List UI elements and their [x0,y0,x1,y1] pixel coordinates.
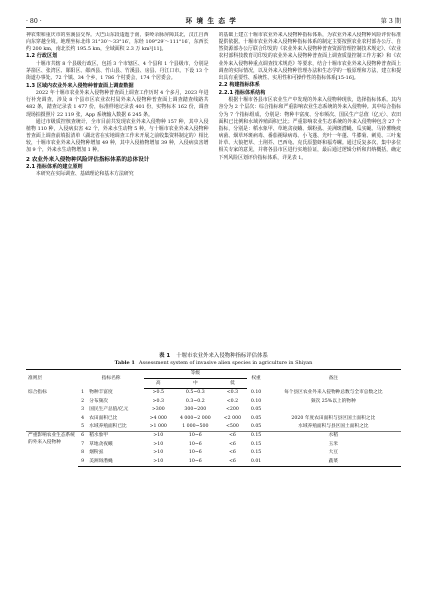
paragraph: 十堰市共辖 8 个县级行政区，包括 3 个市辖区、4 个县和 1 个县级市，分别是茅箭区、张湾区、郧阳区、郧西县、竹山县、竹溪县、房县、丹江口市。下设 13 个街道办事处、72 个镇、34 个乡，1 786 个村委会，174 个居委会。 [26,61,209,82]
section-heading: 2.2.1 指标体系结构 [218,89,266,96]
indicator-number: 5 [81,424,85,429]
cell-low: <200 [225,407,239,413]
cell-high: >0.3 [152,398,164,404]
indicator-name: 烟粉虱 [89,450,104,456]
indicator-number: 9 [78,458,87,467]
table-row [26,423,401,432]
indicator-number: 6 [78,432,87,441]
table-row [26,458,401,467]
table-row [26,441,401,449]
cell-weight: 0.15 [250,441,262,447]
section-heading: 2.1 指标体系的建立原则 [26,163,83,170]
cell-remark: 大豆 [328,450,338,456]
paragraph: 通过市级质控核查统计，全市目前共发现农业外来入侵物种 157 种，其中入侵植物 110 种，入侵病虫害 42 个，外来水生动物 5 种。与十堰市农业外来入侵物种普查面上调查前填报清单（湖北省在实地调查工作未开展之前收集资料制定的）相比较，十堰市农业外来入侵物种增加 49 种，其中入侵植物增加 39 种，入侵病虫害增加 9 个，外来水生动物增加 1 种。 [26,118,209,154]
indicator-number: 8 [81,450,85,456]
cell-low: <6 [228,441,236,447]
col-header-criteria: 准则层 [26,370,78,389]
table-row [26,432,401,441]
section-heading: 1.2 行政区划 [26,53,58,60]
journal-title: 环 境 生 态 学 [185,17,237,25]
indicator-number: 4 [81,415,85,421]
indicator-name: 稻水象甲 [87,432,144,441]
cell-weight: 0.15 [250,450,262,456]
cell-low: <2 000 [223,415,242,421]
table-row [26,388,401,397]
cell-remark: 频次 25%以上的物种 [310,398,356,404]
table-title-en: Assessment system of invasive alien species in agriculture in Shiyan [138,360,313,366]
cell-weight: 0.15 [247,432,266,441]
cell-remark: 2020 年度农田面积与县区国土面积之比 [291,415,376,421]
cell-weight: 0.05 [250,407,262,413]
issue-number: 第 3 期 [380,18,401,25]
criteria-cell: 严重影响农业生态系统的外来入侵物种 [26,432,78,467]
section-heading: 2.2 构建指标体系 [218,82,260,89]
col-header-high: 高 [144,379,172,388]
table-row [26,397,401,405]
indicator-number: 1 [81,389,85,395]
paragraph: 根据十堰市各县市区农业生产中发现的外来入侵物种现状，选择指标体系。其内容分为 2 个层次：综合指标和严重影响农业生态系统的外来入侵物种。其中综合指标分为 7 个指标组成，分别是：物种丰富度、分布频次、国民生产总值（亿元）、农田面积已比例和水域养殖面积已比；严重影响农业生态系统的外来入侵物种包含 27 个指标，分别是：稻水象甲、草地贪夜蛾、烟粉虱、美洲斑潜蝇、瓜实蝇、马铃薯晚疫病菌、烟草环斑病毒、番茄褪绿病毒、小飞蓬、光叶一年蓬、牛膝菊、刺苋、三叶鬼针草、大狼把草、土荆芥、巴西龟、克氏原螯虾和福寿螺。通过反复多次，集中多位相关专家的意见，并将各县市区进行实地验证，最后通过逻辑分析和归纳概括，确定下列风险区划评价指标体系，详见表 1。 [218,97,401,161]
table-row [26,406,401,414]
cell-remark: 水域养殖面积与县区国土面积之比 [298,424,369,429]
indicator-name: 物种丰富度 [89,389,113,395]
indicator-name: 水域养殖面积已比 [89,424,127,429]
col-header-remark: 备注 [266,370,401,389]
cell-remark: 水稻 [266,432,401,441]
cell-mid: 10~6 [188,450,202,456]
indicator-number: 3 [81,407,85,413]
cell-mid: 0.3~0.2 [185,398,205,404]
col-header-indicator: 指标名称 [78,370,144,389]
table-label: 表 1 [159,353,171,359]
cell-high: >300 [151,407,165,413]
cell-high: >10 [153,441,164,447]
cell-weight: 0.05 [250,424,262,429]
col-header-mid: 中 [172,379,218,388]
left-column [26,32,209,348]
page-number: · 80 · [26,18,42,25]
cell-weight: 0.01 [247,458,266,467]
cell-low: <500 [225,424,239,429]
indicator-name: 国民生产总值/亿元 [89,407,129,413]
paragraph: 神农架和重庆市的巫溪县交界。大巴山东段逶迤于南，秦岭余脉屏障其北，汉江自西向东穿越全境。地理坐标北纬 31°30′～33°16′，东经 109°29′～111°16′，东西长约 200 km，南北长约 195.5 km，全域面积 2.3 万 km²[11]。 [26,32,209,53]
table-caption [26,352,401,367]
indicator-name: 草地贪夜蛾 [89,441,113,447]
cell-low: <6 [218,458,246,467]
cell-high: >4 000 [149,415,167,421]
cell-low: <6 [218,432,246,441]
cell-high: >10 [153,450,164,456]
cell-weight: 0.10 [250,398,262,404]
cell-mid: 10~6 [188,441,202,447]
right-column [219,32,402,348]
cell-high: >0.5 [152,390,164,396]
table-row [26,414,401,422]
paragraph: 的基础上建立十堰市农业外来入侵物种指标体系，为农业外来入侵物种风险评价标准提供依据。十堰市农业外来入侵物种指标体系的制定主要按照农业农村部办公厅、自然资源部办公厅联合印发的《农业外来入侵物种普查资源管理控制技术规定》、《农业农村部科技教育司印发的农业外来入侵物种普查面上调查质量控制工作方案》和《农业外来入侵物种重点调查技术规范》等要求，结合十堰市农业外来入侵物种普查面上调查的实际情况，以及外来入侵物种管理办法和生态学的一般原理和方法，建立和提出具有重要性、系统性、实用性和可操作性的指标体系[15-16]。 [218,32,401,81]
cell-weight: 0.05 [250,415,262,421]
cell-mid: 4 000~2 000 [179,415,211,421]
cell-mid: 1 000~500 [182,424,209,429]
cell-mid: 10~6 [172,458,218,467]
cell-low: <6 [228,450,236,456]
cell-remark: 玉米 [328,441,338,447]
cell-mid: 0.5~0.3 [185,390,205,396]
cell-remark: 蔬菜 [266,458,401,467]
cell-low: <0.3 [226,390,239,396]
cell-high: >10 [144,432,172,441]
indicator-name: 农田面积已比 [89,415,118,421]
indicator-number: 2 [81,398,85,404]
cell-high: >10 [144,458,172,467]
indicator-name: 美洲斑潜蝇 [87,458,144,467]
table-row [26,449,401,457]
body-columns [26,32,401,348]
indicator-number: 7 [81,441,85,447]
cell-remark: 每个县区农业外来入侵物种总数与全市总数之比 [284,389,383,395]
col-header-grade: 等级 [144,370,246,379]
running-header [26,14,401,28]
table-label-en: Table 1 [114,360,135,366]
criteria-cell: 综合指标 [28,389,47,395]
col-header-weight: 权重 [247,370,266,389]
paragraph: 2022 年十堰市农业外来入侵物种普查面上调查工作历时 4 个多月，2023 年进行补充调查，涉及 8 个县市区农业农村局外来入侵物种普查面上调查踏查线路共 482 条，踏查记录表 1 477 份，标准样地记录表 401 份，实物标本 162 份，调查现场拍摄照片 22 119 张，App 系统输入数据 6 245 条。 [26,90,209,118]
cell-weight: 0.10 [250,389,262,395]
indicator-name: 分布频次 [89,398,108,404]
cell-mid: 300~200 [184,407,207,413]
assessment-table [26,369,401,467]
section-heading: 1.3 区域内农业外来入侵物种普查面上调查数据 [26,82,134,89]
paragraph: 本研究在实际调查、基础理论和基本方法研究 [35,171,134,178]
table-title: 十堰市农业外来入侵物种指标评估体系 [176,353,268,359]
cell-mid: 10~6 [172,432,218,441]
section-heading: 2 农业外来入侵物种风险评估指标体系的总体设计 [26,156,150,163]
cell-high: >1 000 [149,424,167,429]
cell-low: <0.2 [226,398,239,404]
col-header-low: 低 [218,379,246,388]
cell-remark [266,406,401,414]
